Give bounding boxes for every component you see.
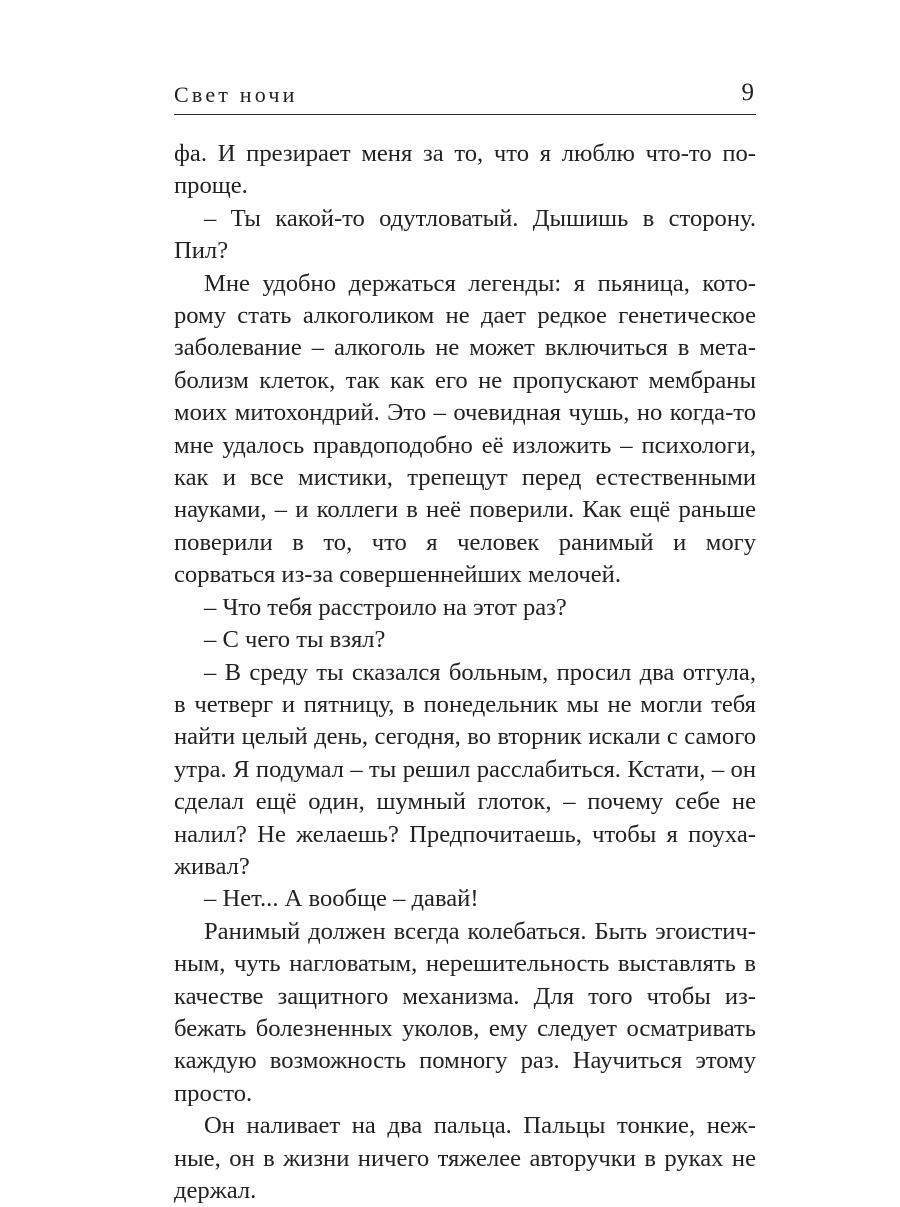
running-title: Свет ночи <box>174 82 298 107</box>
paragraph-dialogue: – Нет... А вообще – давай! <box>204 885 479 913</box>
paragraph-dialogue: – В среду ты сказался больным, просил два отгула, в четверг и пятницу, в понедельник мы не могли тебя найти целый день, сегодня, во вторник искали с самого утра. Я подумал – ты решил расслабиться. Кстати, – он сделал ещё один, шумный глоток, – почему себе не налил? Не желаешь? Предпочитаешь, чтобы я поухаживал? <box>174 658 756 880</box>
body-text <box>174 138 756 1207</box>
paragraph-dialogue: – Ты какой-то одутловатый. Дышишь в сторону. Пил? <box>174 204 756 265</box>
paragraph-dialogue: – Что тебя расстроило на этот раз? <box>204 593 567 621</box>
running-header <box>174 80 756 115</box>
paragraph-narration: Он наливает на два пальца. Пальцы тонкие, нежные, он в жизни ничего тяжелее авторучки в руках не держал. <box>174 1112 756 1204</box>
paragraph-dialogue: – С чего ты взял? <box>204 626 386 654</box>
paragraph-narration: Мне удобно держаться легенды: я пьяница, которому стать алкоголиком не дает редкое генетическое заболевание – алкоголь не может включиться в метаболизм клеток, так как его не пропускают мембраны моих митохондрий. Это – очевидная чушь, но когда-то мне удалось правдоподобно её изложить – психологи, как и все мистики, трепещут перед естественными науками, – и коллеги в неё поверили. Как ещё раньше поверили в то, что я человек ранимый и могу сорваться из-за совершеннейших мелочей. <box>174 269 756 589</box>
paragraph-continuation: фа. И презирает меня за то, что я люблю что-то попроще. <box>174 140 756 200</box>
page-number: 9 <box>741 79 754 106</box>
paragraph-narration: Ранимый должен всегда колебаться. Быть эгоистичным, чуть нагловатым, нерешительность выставлять в качестве защитного механизма. Для того чтобы избежать болезненных уколов, ему следует осматривать каждую возможность помногу раз. Научиться этому просто. <box>174 917 756 1107</box>
